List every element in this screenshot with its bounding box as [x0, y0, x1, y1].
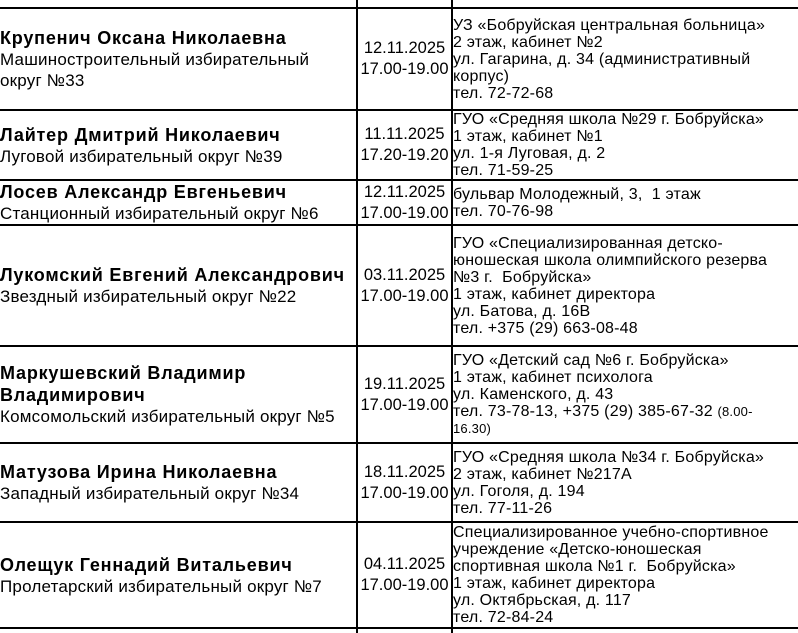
- datetime-cell: [357, 110, 452, 180]
- location-line: тел. 72-84-24: [453, 609, 554, 626]
- table-row: [0, 110, 798, 180]
- table-row: [0, 225, 798, 346]
- deputy-cell: [0, 8, 357, 110]
- location-line: корпус): [453, 67, 510, 85]
- reception-date: 11.11.2025: [364, 125, 445, 143]
- location-line: ГУО «Средняя школа №34 г. Бобруйска»: [453, 448, 765, 466]
- location-line: ул. Батова, д. 16В: [453, 302, 591, 320]
- location-line: №3 г. Бобруйска»: [453, 268, 592, 286]
- table-row: [0, 443, 798, 522]
- deputy-cell: [0, 110, 357, 180]
- location-cell: [452, 110, 798, 180]
- location-line: ул. Каменского, д. 43: [453, 386, 614, 403]
- deputy-name: Маркушевский Владимир: [0, 363, 247, 383]
- reception-date: 12.11.2025: [363, 39, 446, 57]
- datetime-cell: [357, 180, 452, 225]
- reception-date: 18.11.2025: [363, 462, 446, 481]
- deputy-district: округ №33: [0, 71, 85, 90]
- deputy-name: Владимирович: [0, 385, 146, 405]
- location-cell: [452, 628, 798, 633]
- location-line: ул. Гоголя, д. 194: [453, 482, 585, 500]
- location-cell: [452, 180, 798, 225]
- location-line: 1 этаж, кабинет директора: [453, 575, 656, 592]
- location-line: УЗ «Бобруйская центральная больница»: [453, 16, 766, 34]
- location-cell: [452, 522, 798, 628]
- location-line: 1 этаж, кабинет психолога: [453, 369, 653, 386]
- location-cell: [452, 8, 798, 110]
- deputy-district: Машиностроительный избирательный: [0, 50, 310, 69]
- worktime-note: 16.30): [453, 421, 492, 436]
- deputy-cell: [0, 180, 357, 225]
- location-line: 1 этаж, кабинет директора: [453, 285, 656, 303]
- deputy-name: Лукомский Евгений Александрович: [0, 265, 345, 285]
- location-line: юношеская школа олимпийского резерва: [453, 251, 768, 269]
- location-line: Специализированное учебно-спортивное: [453, 524, 769, 541]
- location-line: ул. Гагарина, д. 34 (административный: [453, 50, 751, 68]
- reception-date: 19.11.2025: [363, 374, 446, 393]
- reception-time: 17.00-19.00: [360, 60, 449, 78]
- deputy-district: Пролетарский избирательный округ №7: [0, 576, 322, 596]
- table-row-partial-bottom: [0, 628, 798, 633]
- location-line: тел. 70-76-98: [453, 202, 554, 220]
- table-row: [0, 180, 798, 225]
- location-line: ГУО «Детский сад №6 г. Бобруйска»: [453, 352, 729, 369]
- table-row-partial-top: [0, 0, 798, 8]
- location-line: тел. 71-59-25: [453, 162, 554, 179]
- location-line: тел. +375 (29) 663-08-48: [453, 319, 638, 337]
- location-line: тел. 72-72-68: [453, 84, 554, 102]
- deputy-cell: [0, 443, 357, 522]
- reception-time: 17.00-19.00: [360, 576, 449, 594]
- deputy-district: Звездный избирательный округ №22: [0, 287, 297, 306]
- reception-time: 17.00-19.00: [360, 286, 449, 305]
- location-cell: [452, 443, 798, 522]
- reception-date: 04.11.2025: [363, 555, 446, 573]
- deputy-cell: [0, 346, 357, 443]
- table-row: [0, 8, 798, 110]
- reception-time: 17.00-19.00: [360, 483, 449, 502]
- table-row: [0, 522, 798, 628]
- deputy-district: Комсомольский избирательный округ №5: [0, 407, 335, 426]
- location-line: учреждение «Детско-юношеская: [453, 541, 702, 558]
- location-cell: [452, 0, 798, 8]
- location-line: бульвар Молодежный, 3, 1 этаж: [453, 185, 701, 203]
- location-line: [453, 420, 798, 437]
- deputy-cell: [0, 522, 357, 628]
- deputy-district: Станционный избирательный округ №6: [0, 204, 319, 223]
- location-line: 1 этаж, кабинет №1: [453, 128, 603, 145]
- reception-time: 17.00-19.00: [360, 395, 449, 414]
- location-line: ГУО «Специализированная детско-: [453, 234, 723, 252]
- datetime-cell: [357, 628, 452, 633]
- deputy-name: Лайтер Дмитрий Николаевич: [0, 124, 281, 145]
- datetime-cell: [357, 0, 452, 8]
- location-line: тел. 77-11-26: [453, 499, 553, 517]
- location-line: ул. Октябрьская, д. 117: [453, 592, 632, 609]
- datetime-cell: [357, 346, 452, 443]
- reception-time: 17.00-19.00: [360, 203, 449, 222]
- location-line: ул. 1-я Луговая, д. 2: [453, 145, 606, 162]
- deputy-cell: [0, 225, 357, 346]
- deputy-name: Лосев Александр Евгеньевич: [0, 182, 287, 202]
- reception-time: 17.20-19.20: [360, 146, 449, 164]
- reception-date: 03.11.2025: [363, 265, 446, 284]
- location-text: тел. 73-78-13, +375 (29) 385-67-32: [453, 403, 718, 420]
- location-line: ГУО «Средняя школа №29 г. Бобруйска»: [453, 111, 765, 128]
- location-line: [453, 403, 798, 420]
- datetime-cell: [357, 443, 452, 522]
- location-line: 2 этаж, кабинет №217А: [453, 465, 632, 483]
- location-cell: [452, 225, 798, 346]
- deputy-cell: [0, 0, 357, 8]
- location-line: 2 этаж, кабинет №2: [453, 33, 603, 51]
- deputy-name: Олещук Геннадий Витальевич: [0, 554, 293, 575]
- deputy-district: Луговой избирательный округ №39: [0, 146, 283, 166]
- deputy-name: Крупенич Оксана Николаевна: [0, 28, 287, 48]
- location-line: спортивная школа №1 г. Бобруйска»: [453, 558, 736, 575]
- datetime-cell: [357, 8, 452, 110]
- table-row: [0, 346, 798, 443]
- deputy-district: Западный избирательный округ №34: [0, 484, 300, 503]
- location-cell: [452, 346, 798, 443]
- datetime-cell: [357, 225, 452, 346]
- deputy-cell: [0, 628, 357, 633]
- reception-date: 12.11.2025: [363, 182, 446, 201]
- datetime-cell: [357, 522, 452, 628]
- deputy-name: Матузова Ирина Николаевна: [0, 462, 278, 482]
- worktime-note: (8.00-: [717, 404, 753, 419]
